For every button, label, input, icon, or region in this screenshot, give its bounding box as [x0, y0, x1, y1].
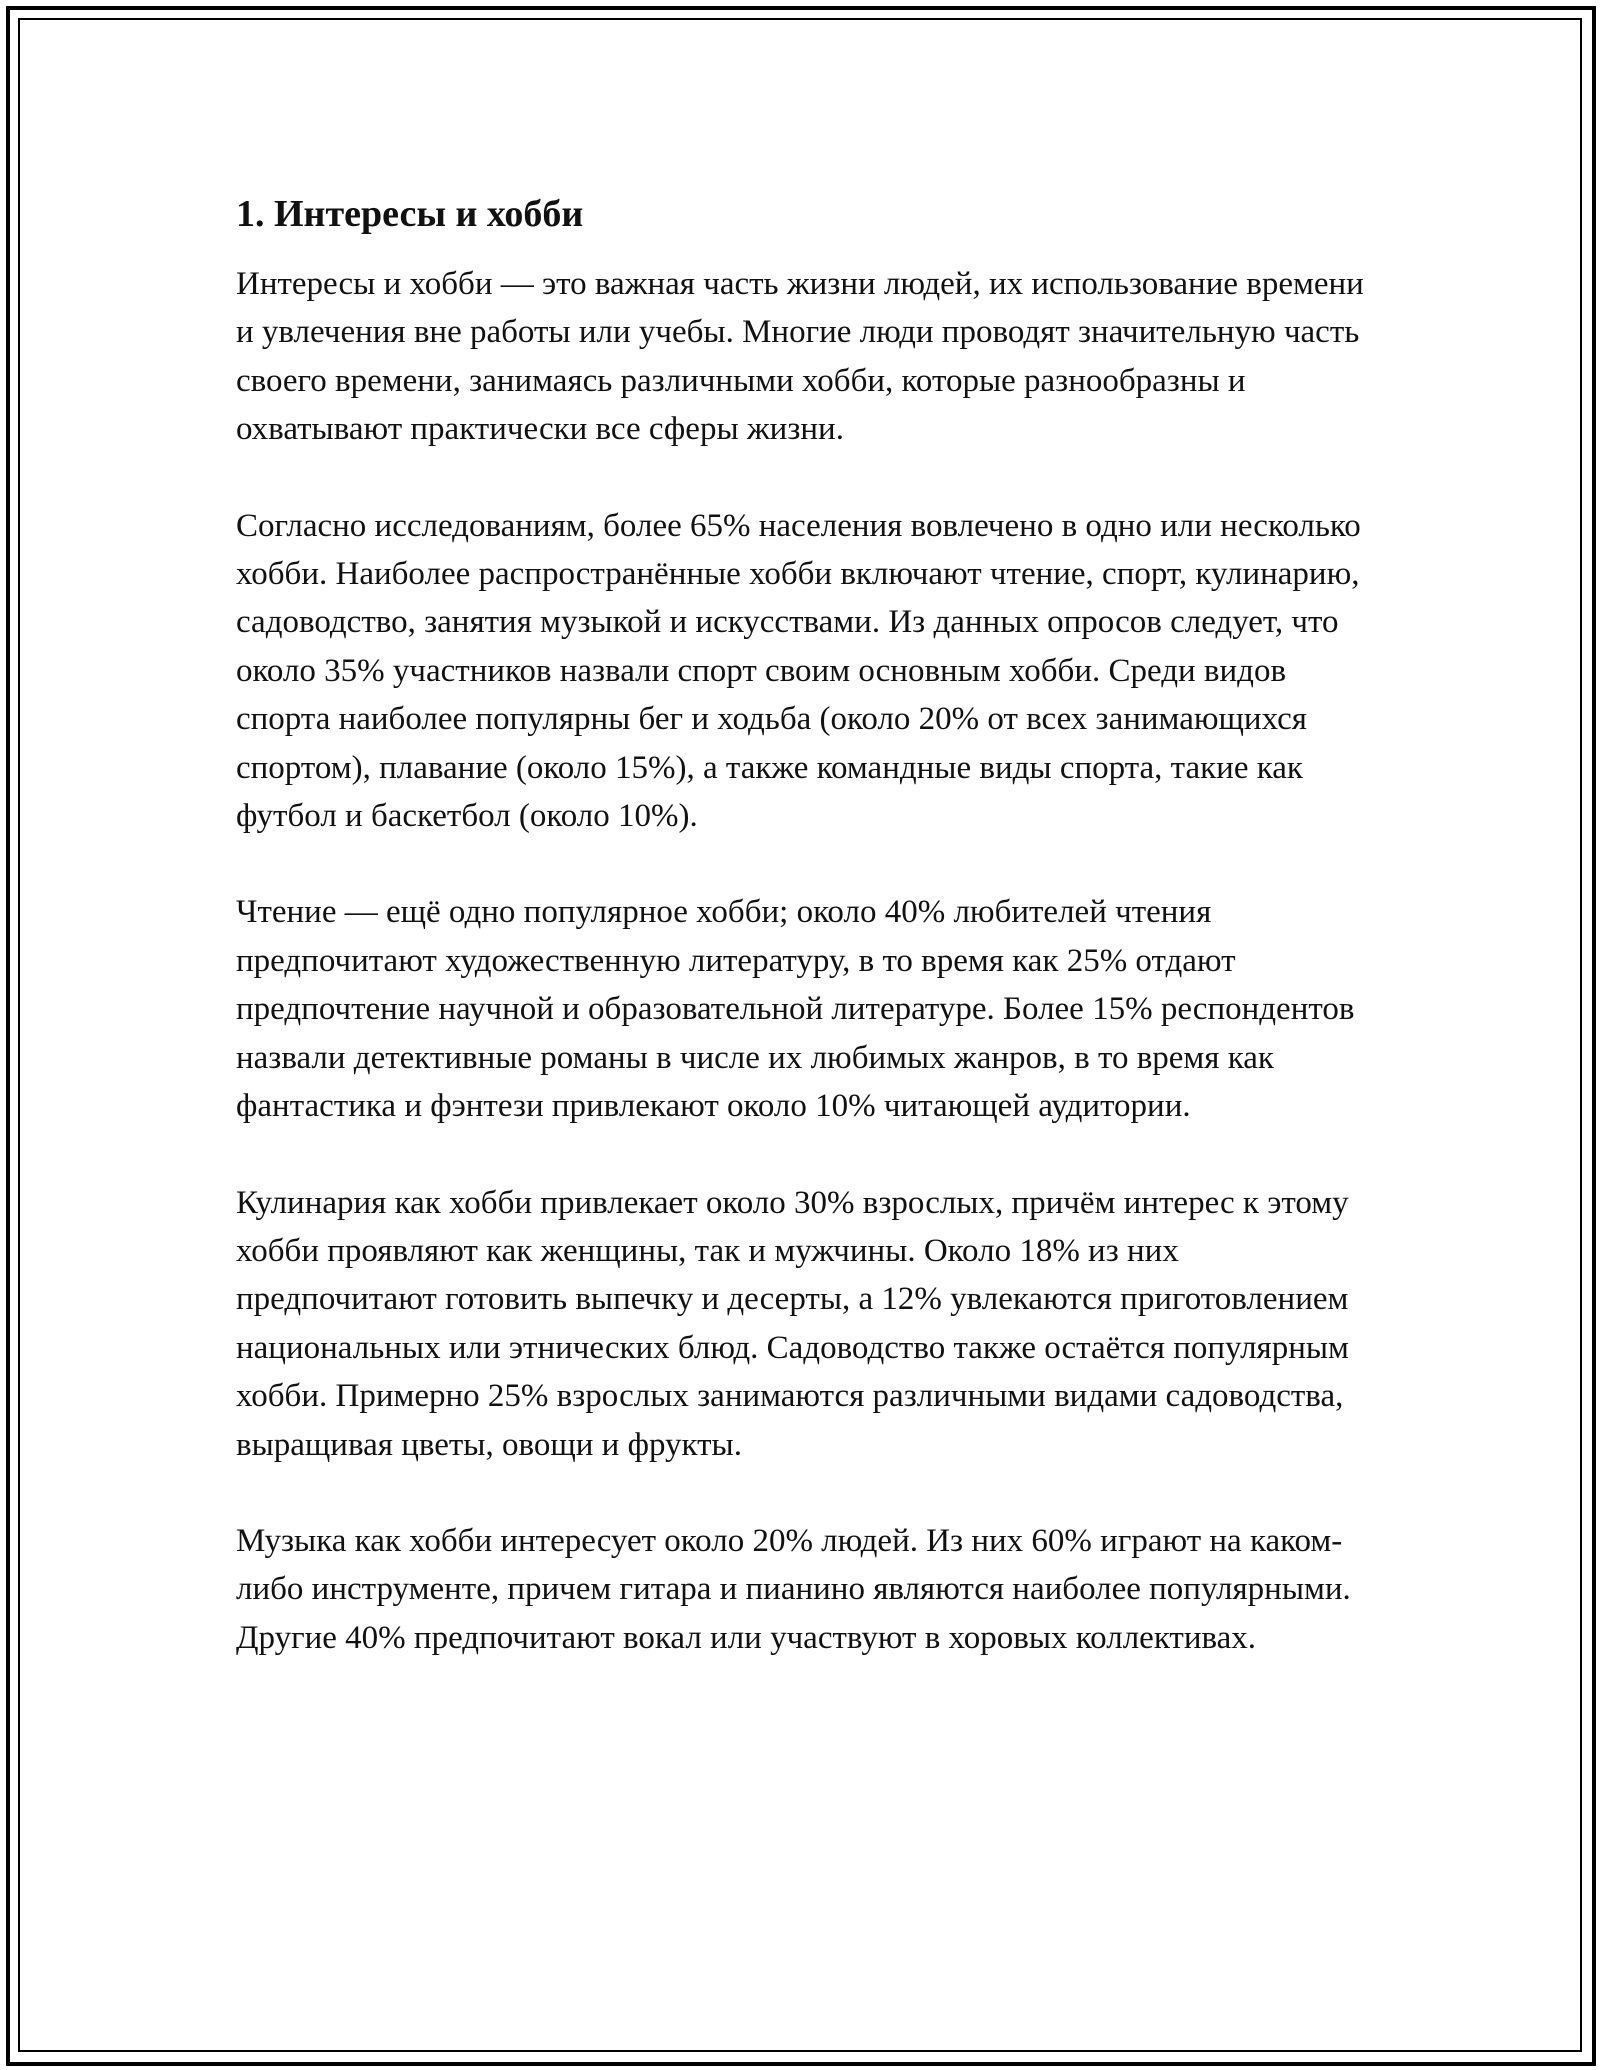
- paragraph-cooking-gardening: Кулинария как хобби привлекает около 30% взрослых, причём интерес к этому хобби проявляют как женщины, так и мужчины. Около 18% из них предпочитают готовить выпечку и десерты, а 12% увлекаются приготовлением национальных или этнических блюд. Садоводство также остаётся популярным хобби. Примерно 25% взрослых занимаются различными видами садоводства, выращивая цветы, овощи и фрукты.: [236, 1184, 1349, 1463]
- paragraph-reading: Чтение — ещё одно популярное хобби; около 40% любителей чтения предпочитают художественную литературу, в то время как 25% отдают предпочтение научной и образовательной литературе. Более 15% респондентов назвали детективные романы в числе их любимых жанров, в то время как фантастика и фэнтези привлекают около 10% читающей аудитории.: [236, 894, 1355, 1125]
- section-heading: 1. Интересы и хобби: [236, 193, 584, 235]
- paragraph-intro: Интересы и хобби — это важная часть жизни людей, их использование времени и увлечения вне работы или учебы. Многие люди проводят значительную часть своего времени, занимаясь различными хобби, которые разнообразны и охватывают практически все сферы жизни.: [236, 266, 1364, 448]
- paragraph-sports: Согласно исследованиям, более 65% населения вовлечено в одно или несколько хобби. Наиболее распространённые хобби включают чтение, спорт, кулинарию, садоводство, занятия музыкой и искусствами. Из данных опросов следует, что около 35% участников назвали спорт своим основным хобби. Среди видов спорта наиболее популярны бег и ходьба (около 20% от всех занимающихся спортом), плавание (около 15%), а также командные виды спорта, такие как футбол и баскетбол (около 10%).: [236, 507, 1361, 835]
- document-body: [236, 190, 1366, 1710]
- paragraph-music: Музыка как хобби интересует около 20% людей. Из них 60% играют на каком-либо инструменте, причем гитара и пианино являются наиболее популярными. Другие 40% предпочитают вокал или участвуют в хоровых коллективах.: [236, 1522, 1351, 1656]
